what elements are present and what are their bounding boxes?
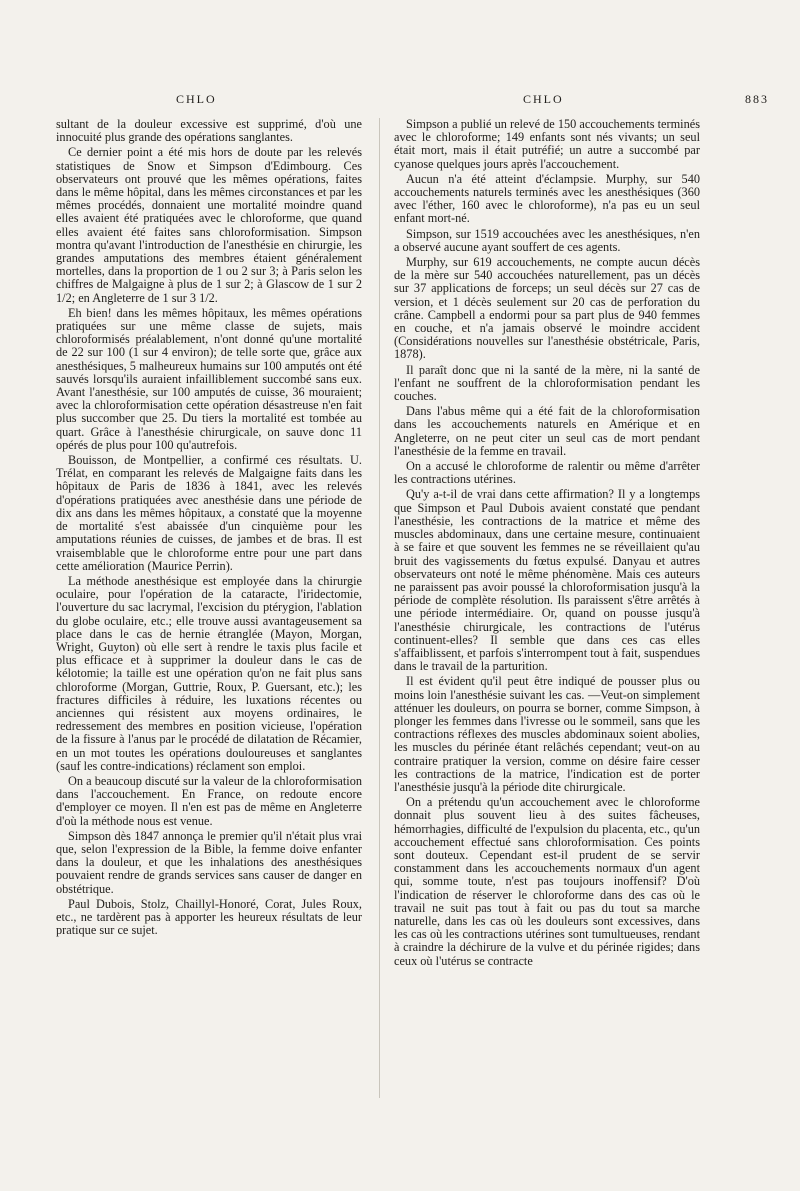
paragraph: Paul Dubois, Stolz, Chaillyl-Honoré, Corat, Jules Roux, etc., ne tardèrent pas à apporter les heureux résultats de leur pratique sur ce sujet. <box>56 896 362 938</box>
paragraph: Eh bien! dans les mêmes hôpitaux, les mêmes opérations pratiquées sur une même classe de sujets, mais chloroformisés préalablement, n'ont donné qu'une mortalité de 22 sur 100 (1 sur 4 environ); de telle sorte que, grâce aux anesthésiques, 5 malheureux humains sur 100 amputés ont été sauvés lorsqu'ils auraient infailliblement succombé sans eux. Avant l'anesthésie, sur 100 amputés de cuisse, 36 mouraient; avec la chloroformisation cette opération désastreuse n'en fait plus succomber que 25. Du tiers la mortalité est tombée au quart. Grâce à l'anesthésie chirurgicale, on sauve donc 11 opérés de plus pour 100 qu'autrefois. <box>56 305 362 452</box>
paragraph: Murphy, sur 619 accouchements, ne compte aucun décès de la mère sur 540 accouchées naturellement, pas un décès sur 37 applications de forceps; un seul décès sur 27 cas de version, et 1 décès seulement sur 20 cas de perforation du crâne. Campbell a endormi pour sa part plus de 940 femmes en couche, et n'a jamais observé le moindre accident (Considérations nouvelles sur l'anesthésie obstétricale, Paris, 1878). <box>394 255 700 362</box>
paragraph: On a accusé le chloroforme de ralentir ou même d'arrêter les contractions utérines. <box>394 459 700 487</box>
paragraph: sultant de la douleur excessive est supprimé, d'où une innocuité plus grande des opérations sanglantes. <box>56 117 362 145</box>
paragraph: Dans l'abus même qui a été fait de la chloroformisation dans les accouchements naturels en Amérique et en Angleterre, on ne peut citer un seul cas de mort pendant l'anesthésie de la femme en travail. <box>394 404 700 458</box>
column-divider <box>379 118 380 1098</box>
paragraph: Qu'y a-t-il de vrai dans cette affirmation? Il y a longtemps que Simpson et Paul Dubois avaient constaté que pendant l'anesthésie, les contractions de la matrice et même des muscles abdominaux, dans une certaine mesure, continuaient à se faire et que souvent les femmes ne se réveillaient qu'au bruit des vagissements du fœtus expulsé. Danyau et autres observateurs ont noté le même phénomène. Mais ces auteurs ne paraissent pas avoir poussé la chloroformisation jusqu'à la période de complète résolution. Ils paraissent s'être arrêtés à une période intermédiaire. Or, quand on pousse jusqu'à l'anesthésie chirurgicale, les contractions de l'utérus continuent-elles? Il semble que dans ces cas elles s'affaiblissent, et parfois s'interrompent tout à fait, suspendues dans le travail de la parturition. <box>394 487 700 674</box>
paragraph: Simpson a publié un relevé de 150 accouchements terminés avec le chloroforme; 149 enfants sont nés vivants; un seul était mort, mais il était putréfié; un autre a succombé par cyanose quelques jours après l'accouchement. <box>394 117 700 171</box>
paragraph: Il est évident qu'il peut être indiqué de pousser plus ou moins loin l'anesthésie suivant les cas. —Veut-on simplement atténuer les douleurs, on pourra se borner, comme Simpson, à plonger les femmes dans l'ivresse ou le sommeil, sans que les contractions réflexes des muscles abdominaux soient abolies, les muscles du périnée étant relâchés cependant; veut-on au contraire pratiquer la version, comme on désire faire cesser les contractions de la matrice, l'indication est de porter l'anesthésie jusqu'à la période dite chirurgicale. <box>394 674 700 794</box>
page-number: 883 <box>745 92 769 106</box>
paragraph: Bouisson, de Montpellier, a confirmé ces résultats. U. Trélat, en comparant les relevés de Malgaigne faits dans les hôpitaux de Paris de 1836 à 1841, avec les relevés d'opérations pratiquées avec anesthésie dans une période de dix ans dans les mêmes hôpitaux, a constaté que la moyenne de mortalité s'est abaissée d'un cinquième pour les amputations réunies de cuisses, de jambes et de bras. Il est vraisemblable que le chloroforme entre pour une part dans cette amélioration (Maurice Perrin). <box>56 453 362 573</box>
paragraph: Ce dernier point a été mis hors de doute par les relevés statistiques de Snow et Simpson d'Edimbourg. Ces observateurs ont prouvé que les mêmes opérations, faites dans le même hôpital, dans les mêmes circonstances et par les mêmes procédés, donnaient une mortalité moindre quand elles avaient été pratiquées avec le chloroforme, que quand elles avaient été faites sans chloroformisation. Simpson montra qu'avant l'introduction de l'anesthésie en chirurgie, les grandes amputations des membres étaient généralement mortelles, dans la proportion de 1 ou 2 sur 3; à Paris selon les chiffres de Malgaigne à plus de 1 sur 2; à Glascow de 1 sur 2 1/2; en Angleterre de 1 sur 3 1/2. <box>56 145 362 305</box>
left-column <box>56 118 362 939</box>
paragraph: Aucun n'a été atteint d'éclampsie. Murphy, sur 540 accouchements naturels terminés avec les anesthésiques (360 avec l'éther, 160 avec le chloroforme), n'a pas eu un seul enfant mort-né. <box>394 171 700 226</box>
paragraph: Il paraît donc que ni la santé de la mère, ni la santé de l'enfant ne souffrent de la chloroformisation pendant les couches. <box>394 362 700 404</box>
paragraph: On a prétendu qu'un accouchement avec le chloroforme donnait plus souvent lieu à des suites fâcheuses, hémorrhagies, difficulté de l'expulsion du placenta, etc., qu'un accouchement effectué sans chloroformisation. Ces points sont douteux. Cependant est-il prudent de se servir constamment dans les accouchements normaux d'un agent qui, somme toute, n'est pas toujours inoffensif? D'où l'indication de réserver le chloroforme dans des cas où le travail ne suit pas tout à fait ou pas du tout sa marche naturelle, dans les cas où les douleurs sont excessives, dans les cas où les contractions utérines sont tumultueuses, rendant à craindre la déchirure de la vulve et du périnée rigides; dans ceux où l'utérus se contracte <box>394 795 700 968</box>
paragraph: Simpson dès 1847 annonça le premier qu'il n'était plus vrai que, selon l'expression de la Bible, la femme doive enfanter dans la douleur, et que les inhalations des anesthésiques pouvaient rendre de grands services sans causer de danger en obstétrique. <box>56 828 362 896</box>
running-head-left: CHLO <box>176 92 217 106</box>
paragraph: Simpson, sur 1519 accouchées avec les anesthésiques, n'en a observé aucune ayant souffert de ces agents. <box>394 226 700 254</box>
right-column <box>394 118 700 970</box>
running-head-right: CHLO <box>523 92 564 106</box>
paragraph: On a beaucoup discuté sur la valeur de la chloroformisation dans l'accouchement. En France, on redoute encore d'employer ce moyen. Il n'en est pas de même en Angleterre d'où la méthode nous est venue. <box>56 773 362 828</box>
paragraph: La méthode anesthésique est employée dans la chirurgie oculaire, pour l'opération de la cataracte, l'iridectomie, l'ouverture du sac lacrymal, l'excision du ptérygion, l'ablation du globe oculaire, etc.; elle trouve aussi avantageusement sa place dans le cas de hernie étranglée (Mayon, Morgan, Wright, Guyton) où elle sert à rendre le taxis plus facile et plus efficace et à supprimer la douleur dans le cas de kélotomie; la taille est une opération qu'on ne fait plus sans chloroforme (Morgan, Guttrie, Roux, P. Guersant, etc.); les fractures difficiles à réduire, les luxations récentes ou anciennes qui résistent aux moyens ordinaires, le redressement des membres en position vicieuse, l'opération de la fissure à l'anus par le procédé de dilatation de Récamier, en un mot toutes les opérations douloureuses et sanglantes (sauf les contre-indications) réclament son emploi. <box>56 573 362 773</box>
